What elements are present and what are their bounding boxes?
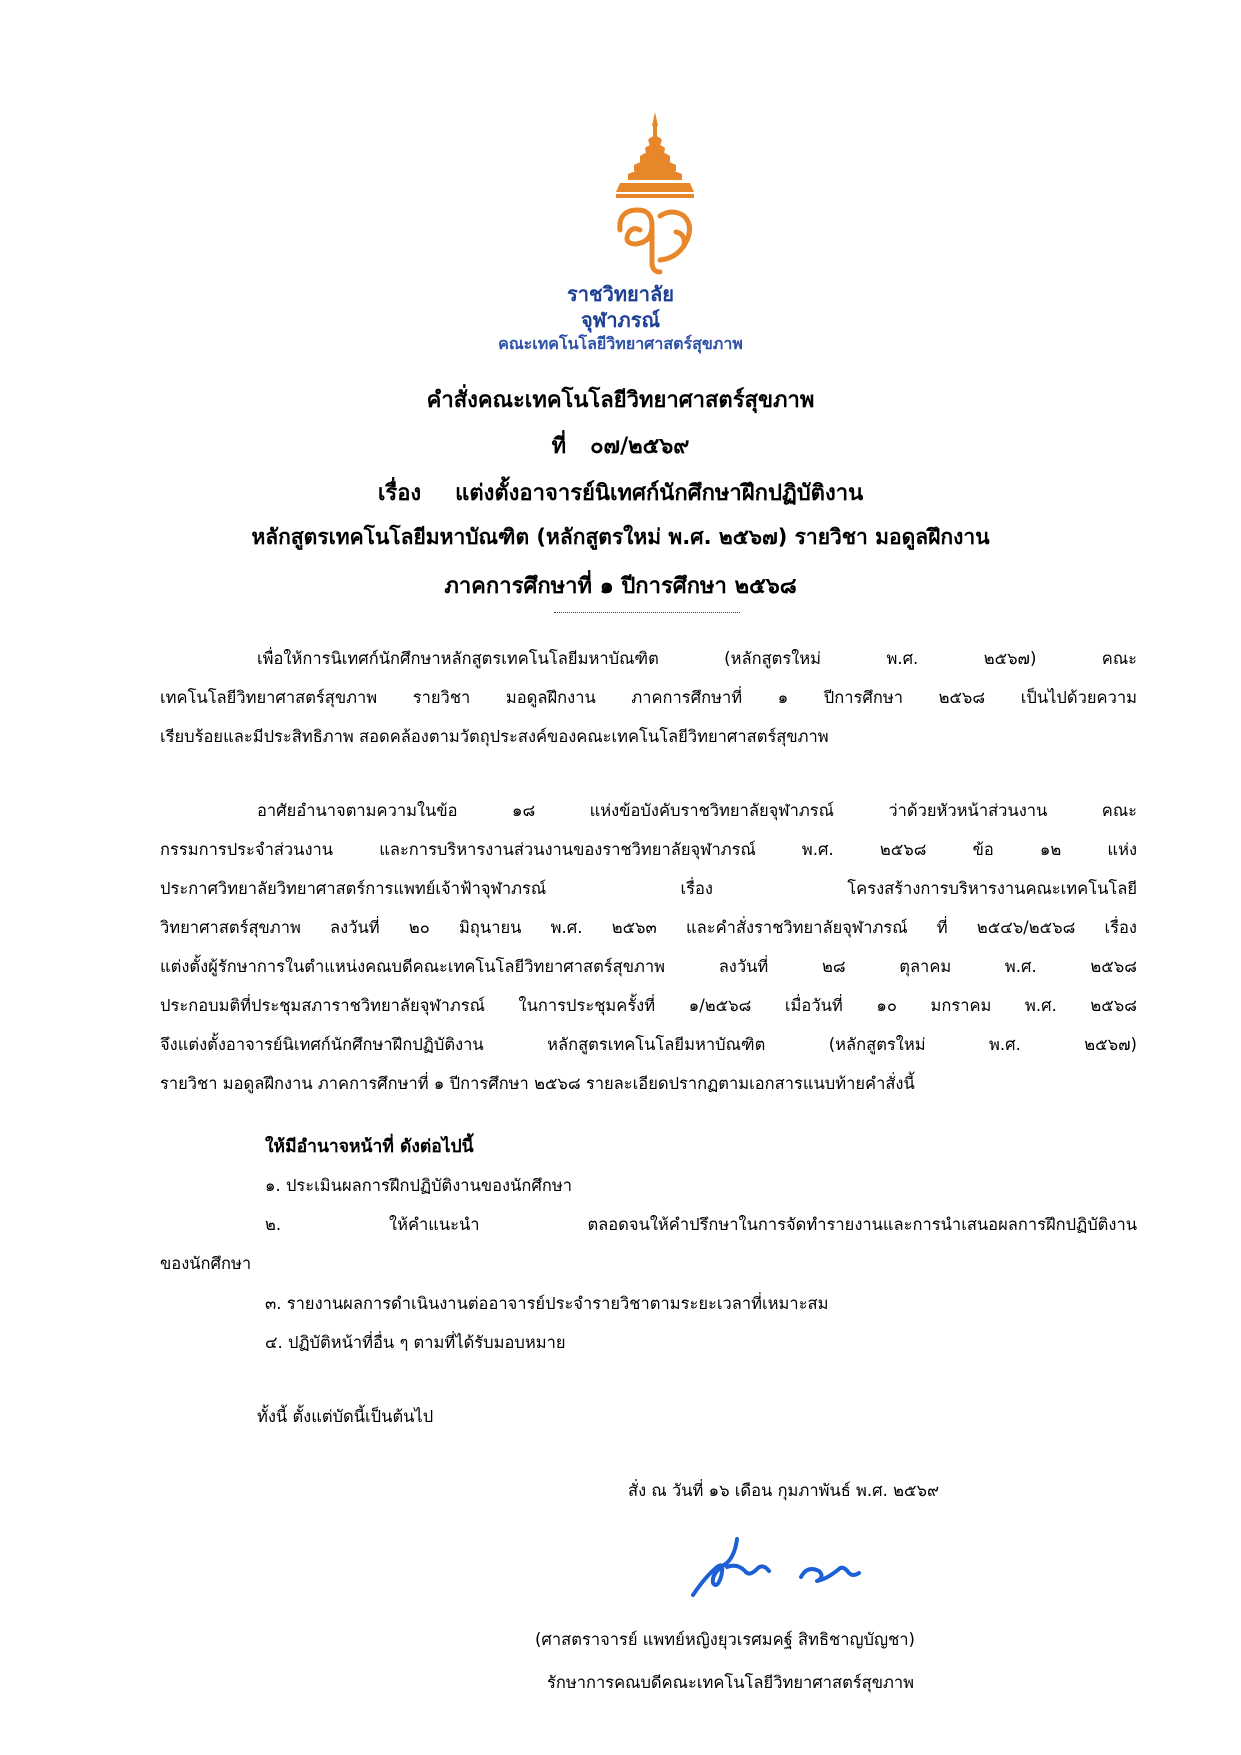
org-faculty-name: คณะเทคโนโลยีวิทยาศาสตร์สุขภาพ — [498, 334, 743, 353]
paragraph1-line: เพื่อให้การนิเทศก์นักศึกษาหลักสูตรเทคโนโลยีมหาบัณฑิต (หลักสูตรใหม่ พ.ศ. ๒๕๖๗) คณะ — [257, 649, 1137, 668]
paragraph2-line: อาศัยอำนาจตามความในข้อ ๑๘ แห่งข้อบังคับราชวิทยาลัยจุฬาภรณ์ ว่าด้วยหัวหน้าส่วนงาน คณะ — [257, 801, 1137, 820]
org-name-line1: ราชวิทยาลัย — [567, 282, 674, 306]
order-number-label: ที่ — [551, 434, 567, 459]
paragraph2-line: ประกาศวิทยาลัยวิทยาศาสตร์การแพทย์เจ้าฟ้าจุฬาภรณ์ เรื่อง โครงสร้างการบริหารงานคณะเทคโนโลยี — [160, 879, 1137, 898]
paragraph2-line: รายวิชา มอดูลฝึกงาน ภาคการศึกษาที่ ๑ ปีการศึกษา ๒๕๖๘ รายละเอียดปรากฏตามเอกสารแนบท้ายคำสั่งนี้ — [160, 1074, 915, 1093]
order-subject — [0, 475, 1241, 510]
order-subject-label: เรื่อง — [377, 481, 422, 506]
signatory-position: รักษาการคณบดีคณะเทคโนโลยีวิทยาศาสตร์สุขภาพ — [547, 1673, 915, 1692]
order-title: คำสั่งคณะเทคโนโลยีวิทยาศาสตร์สุขภาพ — [426, 388, 815, 413]
duty-item: ๓. รายงานผลการดำเนินงานต่ออาจารย์ประจำรายวิชาตามระยะเวลาที่เหมาะสม — [265, 1294, 829, 1313]
paragraph2-line: กรรมการประจำส่วนงาน และการบริหารงานส่วนงานของราชวิทยาลัยจุฬาภรณ์ พ.ศ. ๒๕๖๘ ข้อ ๑๒ แห่ง — [160, 840, 1137, 859]
duties-heading: ให้มีอำนาจหน้าที่ ดังต่อไปนี้ — [265, 1137, 474, 1157]
separator — [554, 612, 740, 613]
org-name-line2: จุฬาภรณ์ — [580, 308, 661, 332]
signatory-name: (ศาสตราจารย์ แพทย์หญิงยุวเรศมคฐ์ สิทธิชาญบัญชา) — [535, 1630, 915, 1649]
order-subject-value: แต่งตั้งอาจารย์นิเทศก์นักศึกษาฝึกปฏิบัติงาน — [455, 481, 864, 506]
duty-item-continuation: ของนักศึกษา — [160, 1254, 252, 1273]
paragraph1-line: เทคโนโลยีวิทยาศาสตร์สุขภาพ รายวิชา มอดูลฝึกงาน ภาคการศึกษาที่ ๑ ปีการศึกษา ๒๕๖๘ เป็นไปด้วยความ — [160, 688, 1137, 707]
chulabhorn-crest-icon — [590, 112, 720, 290]
duty-item: ๑. ประเมินผลการฝึกปฏิบัติงานของนักศึกษา — [265, 1176, 572, 1195]
paragraph2-line: จึงแต่งตั้งอาจารย์นิเทศก์นักศึกษาฝึกปฏิบัติงาน หลักสูตรเทคโนโลยีมหาบัณฑิต (หลักสูตรใหม่ พ.ศ. ๒๕๖๗) — [160, 1035, 1137, 1054]
paragraph2-line: วิทยาศาสตร์สุขภาพ ลงวันที่ ๒๐ มิถุนายน พ.ศ. ๒๕๖๓ และคำสั่งราชวิทยาลัยจุฬาภรณ์ ที่ ๒๕๔๖/๒๕๖๘ เรื่อง — [160, 918, 1137, 937]
duty-item: ๔. ปฏิบัติหน้าที่อื่น ๆ ตามที่ได้รับมอบหมาย — [265, 1333, 566, 1352]
order-subject-line3: ภาคการศึกษาที่ ๑ ปีการศึกษา ๒๕๖๘ — [444, 574, 797, 599]
signature-image — [683, 1533, 883, 1603]
duty-item: ๒. ให้คำแนะนำ ตลอดจนให้คำปรึกษาในการจัดทำรายงานและการนำเสนอผลการฝึกปฏิบัติงาน — [265, 1215, 1137, 1234]
closing-statement: ทั้งนี้ ตั้งแต่บัดนี้เป็นต้นไป — [257, 1407, 434, 1426]
paragraph1-line: เรียบร้อยและมีประสิทธิภาพ สอดคล้องตามวัตถุประสงค์ของคณะเทคโนโลยีวิทยาศาสตร์สุขภาพ — [160, 727, 829, 746]
order-number-value: ๐๗/๒๕๖๙ — [590, 434, 690, 459]
order-subject-line2: หลักสูตรเทคโนโลยีมหาบัณฑิต (หลักสูตรใหม่ พ.ศ. ๒๕๖๗) รายวิชา มอดูลฝึกงาน — [251, 525, 990, 549]
paragraph2-line: ประกอบมติที่ประชุมสภาราชวิทยาลัยจุฬาภรณ์ ในการประชุมครั้งที่ ๑/๒๕๖๘ เมื่อวันที่ ๑๐ มกราคม พ.ศ. ๒๕๖๘ — [160, 996, 1137, 1015]
order-date: สั่ง ณ วันที่ ๑๖ เดือน กุมภาพันธ์ พ.ศ. ๒๕๖๙ — [628, 1481, 940, 1500]
paragraph2-line: แต่งตั้งผู้รักษาการในตำแหน่งคณบดีคณะเทคโนโลยีวิทยาศาสตร์สุขภาพ ลงวันที่ ๒๘ ตุลาคม พ.ศ. ๒๕๖๘ — [160, 957, 1137, 976]
order-number — [0, 428, 1241, 463]
